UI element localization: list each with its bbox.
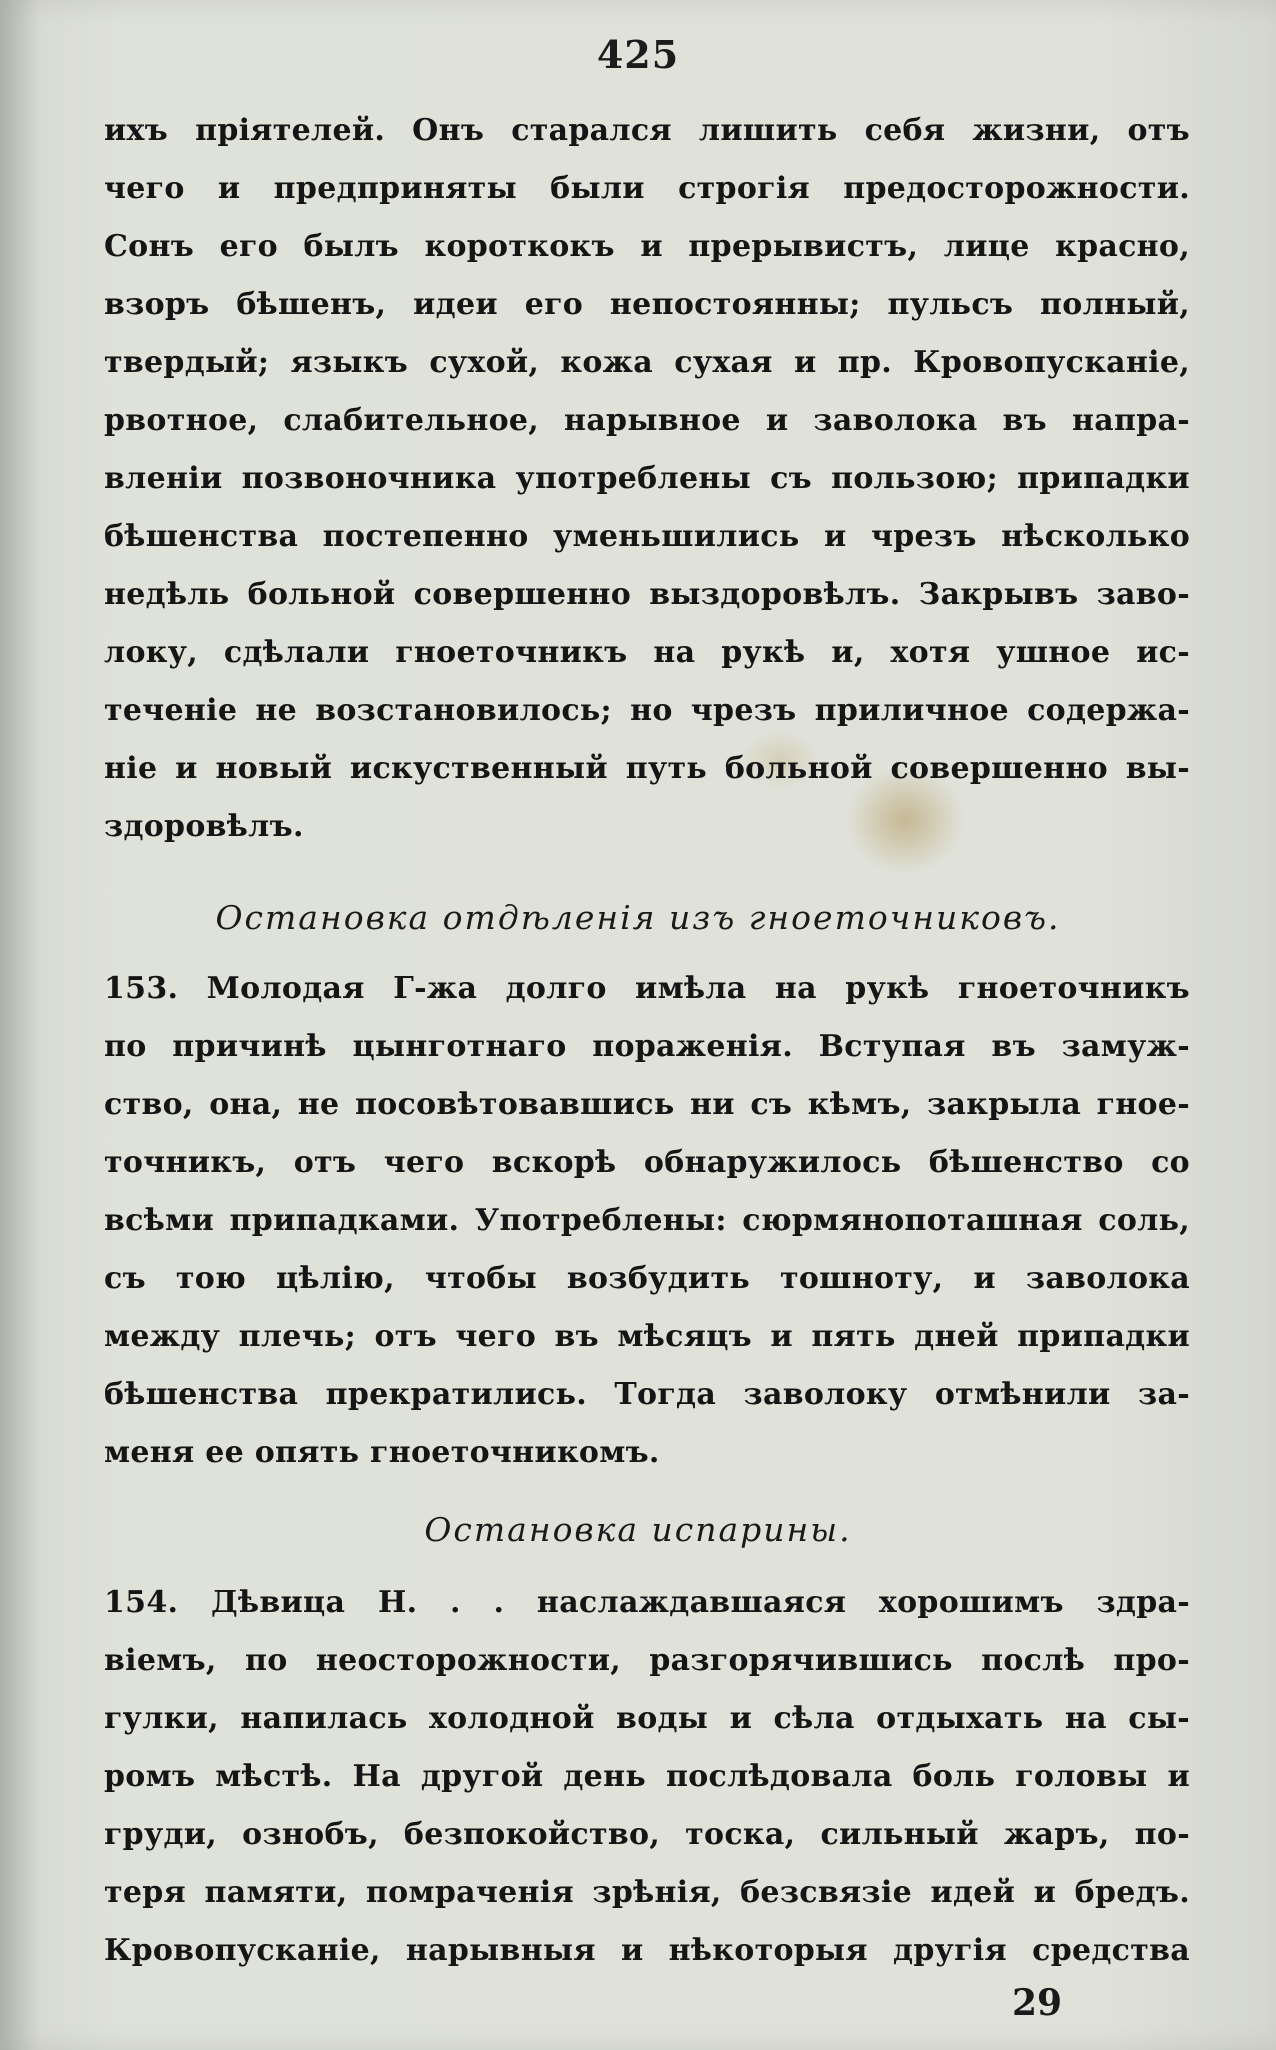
text-line: между плечь; отъ чего въ мѣсяцъ и пять дней припадки [104,1319,1190,1354]
text-line: чего и предприняты были строгія предосторожности. [104,171,1190,206]
text-line: бѣшенства прекратились. Тогда заволоку отмѣнили за- [104,1377,1190,1412]
text-line: точникъ, отъ чего вскорѣ обнаружилось бѣшенство со [104,1145,1190,1180]
text-line: ромъ мѣстѣ. На другой день послѣдовала боль головы и [104,1759,1190,1794]
text-line: ство, она, не посовѣтовавшись ни съ кѣмъ, закрыла гное- [104,1087,1190,1122]
text-line: Кровопусканіе, нарывныя и нѣкоторыя другія средства [104,1933,1190,1968]
text-line: вленіи позвоночника употреблены съ пользою; припадки [104,461,1190,496]
page-number: 425 [596,32,680,77]
paragraph-3 [104,1574,1190,1980]
text-line: меня ее опять гноеточникомъ. [104,1435,660,1470]
text-line: локу, сдѣлали гноеточникъ на рукѣ и, хотя ушное ис- [104,635,1190,670]
section-heading: Остановка отдѣленія изъ гноеточниковъ. [215,898,1061,937]
section-heading: Остановка испарины. [424,1510,852,1549]
text-line: недѣль больной совершенно выздоровѣлъ. Закрывъ заво- [104,577,1190,612]
signature-mark: 29 [1012,1982,1063,2024]
text-line: теря памяти, помраченія зрѣнія, безсвязіе идей и бредъ. [104,1875,1190,1910]
text-line: твердый; языкъ сухой, кожа сухая и пр. Кровопусканіе, [104,345,1190,380]
paragraph-1 [104,102,1190,856]
text-line: бѣшенства постепенно уменьшились и чрезъ нѣсколько [104,519,1190,554]
text-line: съ тою цѣлію, чтобы возбудить тошноту, и заволока [104,1261,1190,1296]
text-line: груди, ознобъ, безпокойство, тоска, сильный жаръ, по- [104,1817,1190,1852]
text-line: взоръ бѣшенъ, идеи его непостоянны; пульсъ полный, [104,287,1190,322]
text-line: гулки, напилась холодной воды и сѣла отдыхать на сы- [104,1701,1190,1736]
text-line: 154. Дѣвица Н. . . наслаждавшаяся хорошимъ здра- [104,1585,1190,1620]
text-line: по причинѣ цынготнаго пораженія. Вступая въ замуж- [104,1029,1190,1064]
text-line: віемъ, по неосторожности, разгорячившись послѣ про- [104,1643,1190,1678]
text-line: теченіе не возстановилось; но чрезъ приличное содержа- [104,693,1190,728]
text-line: ніе и новый искуственный путь больной совершенно вы- [104,751,1190,786]
text-line: всѣми припадками. Употреблены: сюрмянопоташная соль, [104,1203,1190,1238]
text-line: здоровѣлъ. [104,809,304,844]
text-line: ихъ пріятелей. Онъ старался лишить себя жизни, отъ [104,113,1190,148]
text-line: 153. Молодая Г-жа долго имѣла на рукѣ гноеточникъ [104,971,1190,1006]
text-line: рвотное, слабительное, нарывное и заволока въ напра- [104,403,1190,438]
text-line: Сонъ его былъ короткокъ и прерывистъ, лице красно, [104,229,1190,264]
paragraph-2 [104,960,1190,1482]
